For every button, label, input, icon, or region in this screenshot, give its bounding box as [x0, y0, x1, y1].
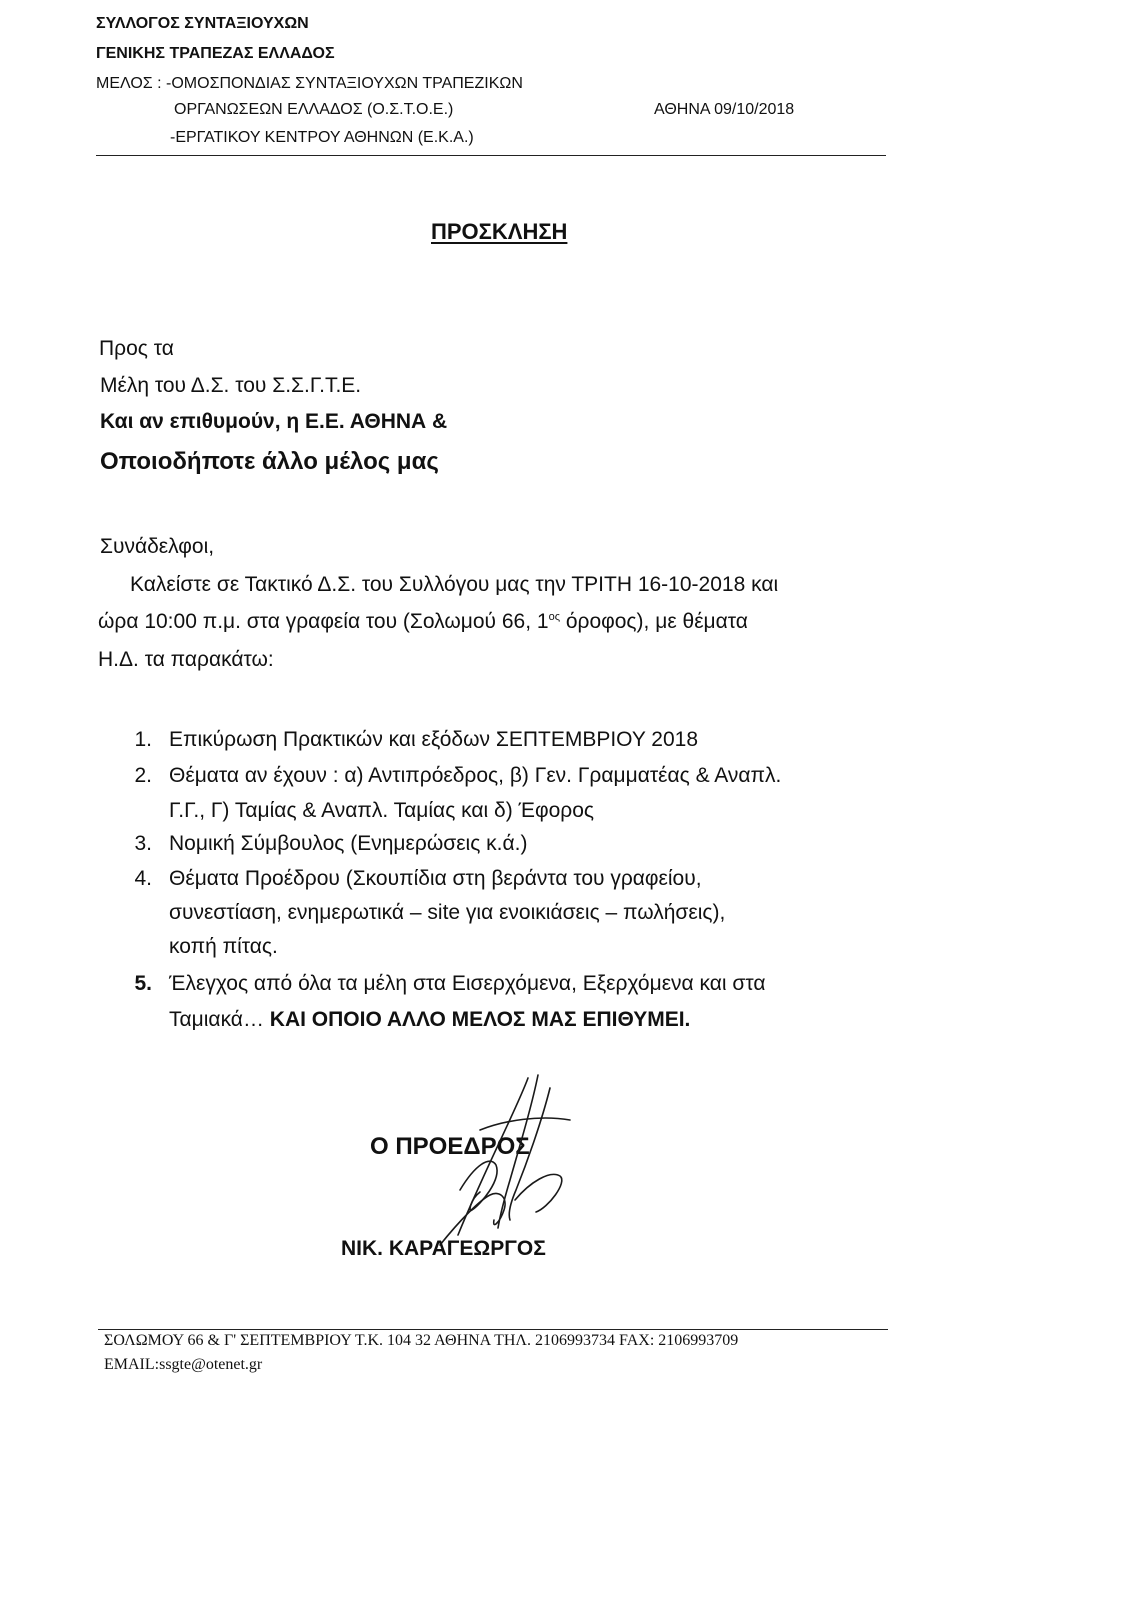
agenda-item-number: 4. [134, 867, 152, 890]
recipients-line3: Και αν επιθυμούν, η Ε.Ε. ΑΘΗΝΑ & [100, 410, 448, 433]
header-divider [96, 155, 886, 156]
agenda-item-text: κοπή πίτας. [169, 935, 278, 958]
agenda-item-number: 1. [134, 728, 152, 751]
agenda-item-text: Γ.Γ., Γ) Ταμίας & Αναπλ. Ταμίας και δ) Έφορος [169, 799, 595, 822]
footer-email[interactable]: EMAIL:ssgte@otenet.gr [104, 1356, 263, 1373]
agenda-item-number: 3. [134, 832, 152, 855]
agenda-item-text: Ταμιακά… ΚΑΙ ΟΠΟΙΟ ΑΛΛΟ ΜΕΛΟΣ ΜΑΣ ΕΠΙΘΥΜΕΙ. [169, 1008, 691, 1031]
recipients-line4: Οποιοδήποτε άλλο μέλος μας [100, 448, 439, 475]
agenda-item-text: Θέματα Προέδρου (Σκουπίδια στη βεράντα του γραφείου, [169, 867, 702, 890]
signatory-role: Ο ΠΡΟΕΔΡΟΣ [370, 1133, 530, 1160]
signatory-name: ΝΙΚ. ΚΑΡΑΓΕΩΡΓΟΣ [341, 1237, 546, 1260]
agenda-item-text: Επικύρωση Πρακτικών και εξόδων ΣΕΠΤΕΜΒΡΙΟΥ 2018 [169, 728, 698, 751]
org-name-line2: ΓΕΝΙΚΗΣ ΤΡΑΠΕΖΑΣ ΕΛΛΑΔΟΣ [96, 45, 335, 62]
membership-line1: ΜΕΛΟΣ : -ΟΜΟΣΠΟΝΔΙΑΣ ΣΥΝΤΑΞΙΟΥΧΩΝ ΤΡΑΠΕΖΙΚΩΝ [96, 75, 523, 92]
org-name-line1: ΣΥΛΛΟΓΟΣ ΣΥΝΤΑΞΙΟΥΧΩΝ [96, 15, 309, 32]
invitation-line1: Καλείστε σε Τακτικό Δ.Σ. του Συλλόγου μας την ΤΡΙΤΗ 16-10-2018 και [130, 573, 779, 596]
agenda-item-number: 2. [134, 764, 152, 787]
invitation-line2: ώρα 10:00 π.μ. στα γραφεία του (Σολωμού 66, $1^{o\varsigma}$ όροφος), με θέματα [98, 610, 748, 633]
agenda-item-text: Έλεγχος από όλα τα μέλη στα Εισερχόμενα, Εξερχόμενα και στα [169, 972, 766, 995]
agenda-item-number: 5. [134, 972, 152, 995]
membership-line2: ΟΡΓΑΝΩΣΕΩΝ ΕΛΛΑΔΟΣ (Ο.Σ.Τ.Ο.Ε.) [174, 101, 454, 118]
footer-divider [98, 1329, 888, 1330]
document-title: ΠΡΟΣΚΛΗΣΗ [431, 219, 568, 244]
document-date: ΑΘΗΝΑ 09/10/2018 [654, 101, 795, 118]
agenda-item-text: Θέματα αν έχουν : α) Αντιπρόεδρος, β) Γεν. Γραμματέας & Αναπλ. [169, 764, 782, 787]
agenda-item-text: Νομική Σύμβουλος (Ενημερώσεις κ.ά.) [169, 832, 528, 855]
greeting: Συνάδελφοι, [100, 535, 215, 558]
handwritten-signature [420, 1070, 590, 1250]
invitation-line3: Η.Δ. τα παρακάτω: [98, 648, 274, 671]
recipients-line1: Προς τα [99, 337, 174, 360]
footer-address: ΣΟΛΩΜΟΥ 66 & Γ' ΣΕΠΤΕΜΒΡΙΟΥ Τ.Κ. 104 32 ΑΘΗΝΑ ΤΗΛ. 2106993734 FAX: 2106993709 [104, 1332, 739, 1349]
membership-line3: -ΕΡΓΑΤΙΚΟΥ ΚΕΝΤΡΟΥ ΑΘΗΝΩΝ (Ε.Κ.Α.) [170, 129, 474, 146]
agenda-item-text: συνεστίαση, ενημερωτικά – site για ενοικιάσεις – πωλήσεις), [169, 901, 726, 924]
recipients-line2: Μέλη του Δ.Σ. του Σ.Σ.Γ.Τ.Ε. [100, 374, 362, 397]
